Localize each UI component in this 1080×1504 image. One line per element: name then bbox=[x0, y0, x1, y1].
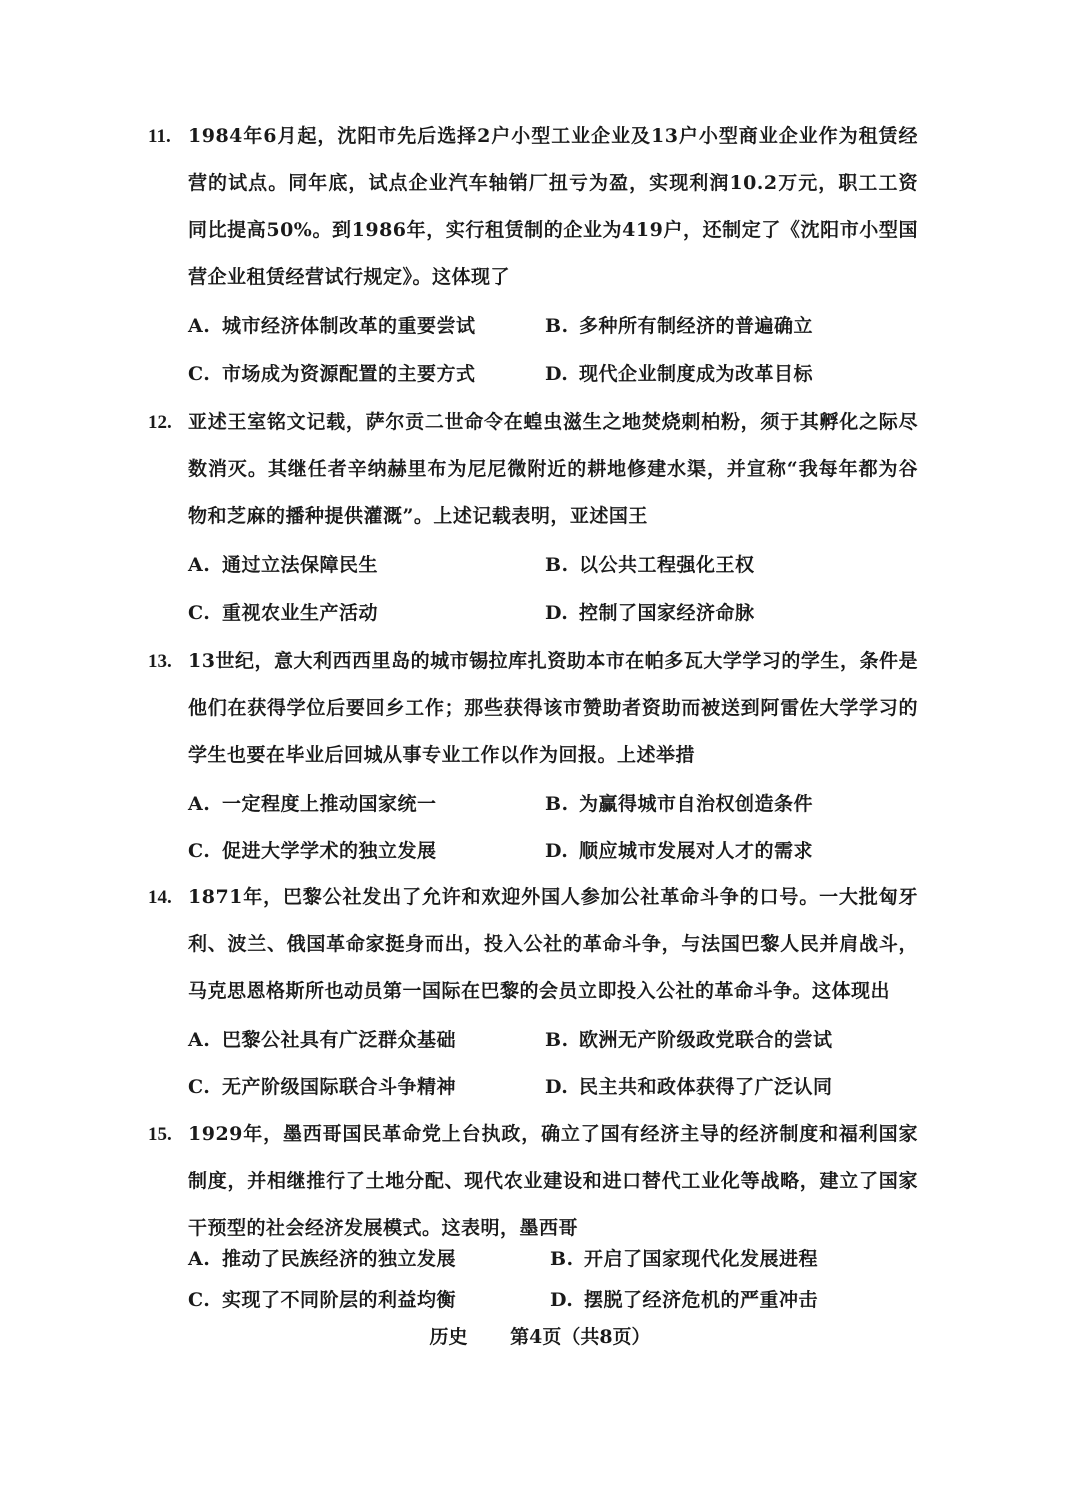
question-stem: 亚述王室铭文记载，萨尔贡二世命令在蝗虫滋生之地焚烧刺柏粉，须于其孵化之际尽数消灭。其继任者辛纳赫里布为尼尼微附近的耕地修建水渠，并宣称“我每年都为谷物和芝麻的播种提供灌溉”。上述记载表明，亚述国王 bbox=[188, 411, 918, 527]
option-text: 摆脱了经济危机的严重冲击 bbox=[584, 1289, 819, 1311]
option-label: B. bbox=[545, 315, 569, 337]
option-label: D. bbox=[545, 363, 569, 385]
question-number: 14. bbox=[148, 887, 172, 908]
option-label: D. bbox=[550, 1289, 574, 1311]
option-b bbox=[545, 1017, 833, 1064]
option-text: 巴黎公社具有广泛群众基础 bbox=[222, 1029, 457, 1051]
question-number: 15. bbox=[148, 1124, 172, 1145]
option-text: 推动了民族经济的独立发展 bbox=[222, 1248, 457, 1270]
option-label: D. bbox=[545, 840, 569, 862]
option-text: 城市经济体制改革的重要尝试 bbox=[222, 315, 476, 337]
question-stem: 1929年，墨西哥国民革命党上台执政，确立了国有经济主导的经济制度和福利国家制度，并相继推行了土地分配、现代农业建设和进口替代工业化等战略，建立了国家干预型的社会经济发展模式。这表明，墨西哥 bbox=[188, 1123, 918, 1239]
option-label: A. bbox=[188, 315, 211, 337]
option-c bbox=[188, 1064, 456, 1111]
option-label: C. bbox=[188, 1289, 211, 1311]
question-stem: 1984年6月起，沈阳市先后选择2户小型工业企业及13户小型商业企业作为租赁经营的试点。同年底，试点企业汽车轴销厂扭亏为盈，实现利润10.2万元，职工工资同比提高50%。到1986年，实行租赁制的企业为419户，还制定了《沈阳市小型国营企业租赁经营试行规定》。这体现了 bbox=[188, 125, 918, 288]
option-text: 实现了不同阶层的利益均衡 bbox=[222, 1289, 457, 1311]
option-text: 市场成为资源配置的主要方式 bbox=[222, 363, 476, 385]
option-c bbox=[188, 828, 437, 875]
option-text: 控制了国家经济命脉 bbox=[579, 602, 755, 624]
option-text: 多种所有制经济的普遍确立 bbox=[579, 315, 814, 337]
option-c bbox=[188, 590, 378, 637]
page-number: 第4页（共8页） bbox=[510, 1326, 651, 1348]
option-b bbox=[545, 542, 755, 589]
option-b bbox=[545, 303, 813, 350]
option-text: 以公共工程强化王权 bbox=[579, 554, 755, 576]
option-label: B. bbox=[545, 793, 569, 815]
option-d bbox=[545, 351, 813, 398]
option-text: 民主共和政体获得了广泛认同 bbox=[579, 1076, 833, 1098]
option-text: 现代企业制度成为改革目标 bbox=[579, 363, 814, 385]
option-b bbox=[550, 1236, 818, 1283]
option-label: B. bbox=[550, 1248, 574, 1270]
option-label: A. bbox=[188, 1029, 211, 1051]
option-text: 无产阶级国际联合斗争精神 bbox=[222, 1076, 457, 1098]
subject-label: 历史 bbox=[429, 1326, 468, 1348]
option-label: B. bbox=[545, 1029, 569, 1051]
option-label: A. bbox=[188, 554, 211, 576]
option-text: 通过立法保障民生 bbox=[222, 554, 379, 576]
option-c bbox=[188, 351, 476, 398]
option-label: C. bbox=[188, 602, 211, 624]
option-label: C. bbox=[188, 363, 211, 385]
option-d bbox=[545, 590, 755, 637]
option-label: C. bbox=[188, 840, 211, 862]
option-d bbox=[545, 828, 813, 875]
option-label: D. bbox=[545, 602, 569, 624]
question-number: 11. bbox=[148, 126, 171, 147]
option-a bbox=[188, 1017, 456, 1064]
option-text: 为赢得城市自治权创造条件 bbox=[579, 793, 814, 815]
option-d bbox=[545, 1064, 833, 1111]
option-label: A. bbox=[188, 793, 211, 815]
option-label: A. bbox=[188, 1248, 211, 1270]
option-d bbox=[550, 1277, 818, 1324]
option-a bbox=[188, 1236, 456, 1283]
page-footer bbox=[0, 1322, 1080, 1352]
option-text: 欧洲无产阶级政党联合的尝试 bbox=[579, 1029, 833, 1051]
option-text: 一定程度上推动国家统一 bbox=[222, 793, 437, 815]
question-stem: 13世纪，意大利西西里岛的城市锡拉库扎资助本市在帕多瓦大学学习的学生，条件是他们在获得学位后要回乡工作；那些获得该市赞助者资助而被送到阿雷佐大学学习的学生也要在毕业后回城从事专业工作以作为回报。上述举措 bbox=[188, 650, 918, 766]
option-b bbox=[545, 781, 813, 828]
option-text: 重视农业生产活动 bbox=[222, 602, 379, 624]
option-label: C. bbox=[188, 1076, 211, 1098]
question-number: 13. bbox=[148, 651, 172, 672]
option-a bbox=[188, 781, 437, 828]
question-stem: 1871年，巴黎公社发出了允许和欢迎外国人参加公社革命斗争的口号。一大批匈牙利、波兰、俄国革命家挺身而出，投入公社的革命斗争，与法国巴黎人民并肩战斗，马克思恩格斯所也动员第一国际在巴黎的会员立即投入公社的革命斗争。这体现出 bbox=[188, 886, 918, 1002]
option-a bbox=[188, 303, 476, 350]
option-label: B. bbox=[545, 554, 569, 576]
question-number: 12. bbox=[148, 412, 172, 433]
option-text: 开启了国家现代化发展进程 bbox=[584, 1248, 819, 1270]
option-text: 促进大学学术的独立发展 bbox=[222, 840, 437, 862]
option-text: 顺应城市发展对人才的需求 bbox=[579, 840, 814, 862]
option-a bbox=[188, 542, 378, 589]
option-c bbox=[188, 1277, 456, 1324]
option-label: D. bbox=[545, 1076, 569, 1098]
